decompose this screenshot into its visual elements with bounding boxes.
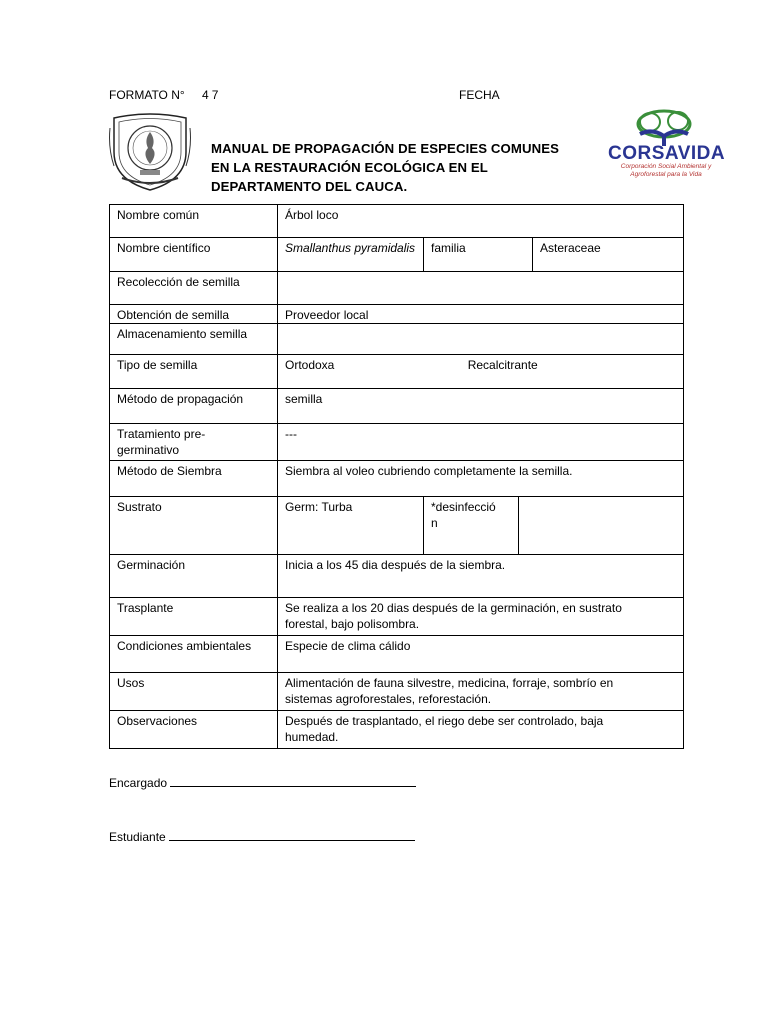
label-almacenamiento: Almacenamiento semilla [110,324,278,355]
value-usos-line-1: Alimentación de fauna silvestre, medicina, forraje, sombrío en [285,676,614,690]
label-metodo-siembra: Método de Siembra [110,461,278,497]
formato-label [109,88,221,102]
tree-icon [604,108,728,148]
value-condiciones: Especie de clima cálido [278,636,684,673]
row-condiciones [110,636,684,673]
label-germinacion: Germinación [110,555,278,598]
label-usos: Usos [110,673,278,711]
row-tratamiento [110,424,684,461]
label-tratamiento [110,424,278,461]
encargado-signature-line[interactable] [170,775,416,787]
option-recalcitrante: Recalcitrante [467,358,538,372]
value-trasplante-line-2: forestal, bajo polisombra. [285,617,420,631]
title-line-3: DEPARTAMENTO DEL CAUCA. [211,179,408,194]
row-recoleccion [110,272,684,305]
label-tipo-semilla: Tipo de semilla [110,355,278,389]
corsavida-name: CORSAVIDA [608,143,726,164]
corsavida-logo [604,108,728,178]
value-tipo-semilla [278,355,684,389]
label-desinfeccion-line-2: n [431,516,438,530]
option-ortodoxa: Ortodoxa [285,358,335,372]
label-recoleccion: Recolección de semilla [110,272,278,305]
signature-estudiante [109,829,415,844]
value-germinacion: Inicia a los 45 dia después de la siembra. [278,555,684,598]
label-observaciones: Observaciones [110,711,278,749]
label-nombre-comun: Nombre común [110,205,278,238]
fecha-label: FECHA [459,88,500,102]
title-line-2: EN LA RESTAURACIÓN ECOLÓGICA EN EL [211,160,488,175]
value-usos [278,673,684,711]
label-metodo-propagacion: Método de propagación [110,389,278,424]
value-usos-line-2: sistemas agroforestales, reforestación. [285,692,492,706]
propagation-form-table [109,204,684,749]
row-tipo-semilla [110,355,684,389]
row-germinacion [110,555,684,598]
row-observaciones [110,711,684,749]
value-tratamiento: --- [278,424,684,461]
encargado-label: Encargado [109,776,168,790]
value-metodo-propagacion: semilla [278,389,684,424]
value-metodo-siembra: Siembra al voleo cubriendo completamente la semilla. [278,461,684,497]
formato-label-text: FORMATO N° [109,88,185,102]
label-familia: familia [424,238,533,272]
row-sustrato [110,497,684,555]
row-metodo-siembra [110,461,684,497]
title-line-1: MANUAL DE PROPAGACIÓN DE ESPECIES COMUNES [211,141,559,156]
corsavida-sub-line-2: Agroforestal para la Vida [630,171,702,178]
corsavida-sub-line-1: Corporación Social Ambiental y [620,163,712,170]
document-title [211,139,559,196]
row-obtencion [110,305,684,324]
row-metodo-propagacion [110,389,684,424]
value-trasplante [278,598,684,636]
signature-encargado [109,775,416,790]
label-obtencion: Obtención de semilla [110,305,278,324]
value-recoleccion [278,272,684,305]
label-tratamiento-line-1: Tratamiento pre- [117,427,206,441]
value-sustrato: Germ: Turba [278,497,424,555]
estudiante-signature-line[interactable] [169,829,415,841]
row-almacenamiento [110,324,684,355]
label-desinfeccion [424,497,519,555]
label-desinfeccion-line-1: *desinfecció [431,500,496,514]
label-tratamiento-line-2: germinativo [117,443,180,457]
row-nombre-cientifico [110,238,684,272]
university-seal-logo [108,108,192,192]
value-observaciones-line-1: Después de trasplantado, el riego debe ser controlado, baja [285,714,604,728]
row-nombre-comun [110,205,684,238]
value-familia: Asteraceae [533,238,684,272]
label-condiciones: Condiciones ambientales [110,636,278,673]
row-trasplante [110,598,684,636]
label-sustrato: Sustrato [110,497,278,555]
label-trasplante: Trasplante [110,598,278,636]
value-nombre-comun: Árbol loco [278,205,684,238]
corsavida-subtitle [604,163,728,179]
estudiante-label: Estudiante [109,830,166,844]
value-obtencion: Proveedor local [278,305,684,324]
formato-number: 47 [202,88,222,102]
value-trasplante-line-1: Se realiza a los 20 dias después de la germinación, en sustrato [285,601,622,615]
value-almacenamiento [278,324,684,355]
value-observaciones-line-2: humedad. [285,730,339,744]
label-nombre-cientifico: Nombre científico [110,238,278,272]
value-desinfeccion [519,497,684,555]
row-usos [110,673,684,711]
value-observaciones [278,711,684,749]
value-nombre-cientifico: Smallanthus pyramidalis [278,238,424,272]
